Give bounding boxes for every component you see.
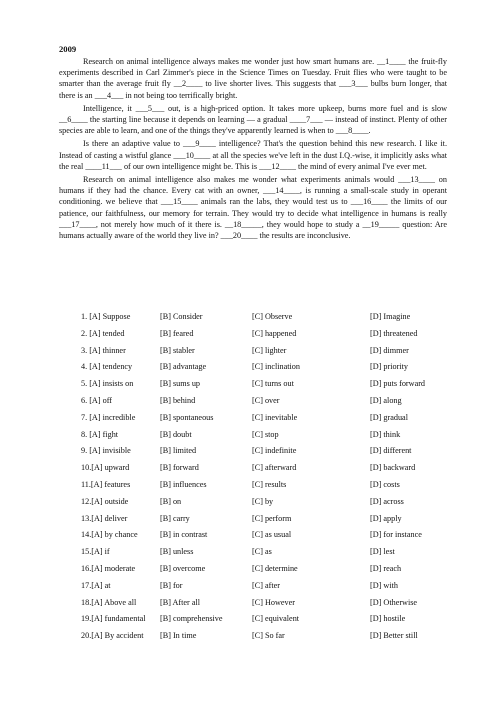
option-choice-d: [D] puts forward [370, 379, 426, 389]
option-choice-b: [B] stabler [160, 345, 195, 355]
option-row [59, 479, 459, 496]
option-row [59, 378, 459, 395]
option-choice-b: [B] feared [160, 328, 194, 338]
option-choice-c: [C] by [252, 496, 274, 506]
passage-paragraph-2: Intelligence, it ___5___ out, is a high-priced option. It takes more upkeep, burns more fuel and is slow __6____ the starting line because it depends on learning — a gradual ____7___ — instead of instinct. Plenty of other species are able to learn, and one of the things they've apparently learned is when to ___8____. [59, 103, 447, 136]
option-choice-b: [B] Consider [160, 312, 203, 321]
option-row [59, 328, 459, 345]
option-choice-a: 5. [A] insists on [81, 379, 134, 389]
option-choice-a: 11.[A] features [81, 479, 131, 489]
option-choice-b: [B] spontaneous [160, 412, 214, 422]
option-choice-a: 20.[A] By accident [81, 631, 144, 641]
option-choice-c: [C] determine [252, 563, 298, 573]
option-row [59, 513, 459, 530]
passage-paragraph-3: Is there an adaptive value to ___9____ intelligence? That's the question behind this new research. I like it. Instead of casting a wistful glance ___10____ at all the species we've left in the dust I.Q.-wise, it implicitly asks what the real ____11___ of our own intelligence might be. This is ___12____ the mind of every animal I've ever met. [59, 139, 447, 171]
option-choice-b: [B] influences [160, 479, 207, 489]
option-choice-b: [B] on [160, 496, 182, 506]
option-choice-a: 16.[A] moderate [81, 563, 136, 573]
passage-paragraph-4: Research on animal intelligence also makes me wonder what experiments animals would ___13____ on humans if they had the chance. Every cat with an owner, ___14____, is running a small-scale study in operant conditioning. we believe that ___15____ animals ran the labs, they would test us to ___16____ the limits of our patience, our faithfulness, our memory for terrain. They would try to decide what intelligence in humans is really ___17____, not merely how much of it there is. __18_____, they would hope to study a __19_____ question: Are humans actually aware of the world they live in? ___20____ the results are inconclusive. [59, 175, 447, 241]
passage-paragraph-1: Research on animal intelligence always makes me wonder just how smart humans are. __1____ the fruit-fly experiments described in Carl Zimmer's piece in the Science Times on Tuesday. Fruit flies who were taught to be smarter than the average fruit fly __2____ to live shorter lives. This suggests that ___3___ bulbs burn longer, that there is an ___4___ in not being too terrifically bright. [59, 57, 447, 100]
option-choice-a: 7. [A] incredible [81, 412, 136, 422]
option-choice-a: 6. [A] off [81, 395, 112, 405]
option-row [59, 429, 459, 446]
option-choice-c: [C] lighter [252, 345, 287, 355]
option-choice-b: [B] in contrast [160, 530, 208, 540]
option-choice-d: [D] lest [370, 547, 395, 557]
option-choice-b: [B] comprehensive [160, 614, 223, 624]
option-choice-b: [B] doubt [160, 429, 192, 439]
option-row [59, 529, 459, 546]
option-choice-a: 1. [A] Suppose [81, 312, 131, 321]
option-choice-d: [D] apply [370, 513, 402, 523]
option-row [59, 597, 459, 614]
option-row [59, 630, 459, 647]
option-choice-c: [C] So far [252, 631, 285, 641]
option-choice-c: [C] indefinite [252, 446, 297, 456]
option-choice-d: [D] Better still [370, 631, 418, 641]
option-choice-d: [D] dimmer [370, 345, 409, 355]
option-choice-d: [D] across [370, 496, 404, 506]
option-choice-a: 8. [A] fight [81, 429, 119, 439]
option-choice-d: [D] Otherwise [370, 597, 418, 607]
option-choice-a: 12.[A] outside [81, 496, 129, 506]
option-choice-b: [B] unless [160, 547, 194, 557]
option-choice-c: [C] afterward [252, 463, 297, 473]
option-row [59, 580, 459, 597]
option-row [59, 412, 459, 429]
option-choice-d: [D] costs [370, 479, 400, 489]
option-choice-a: 14.[A] by chance [81, 530, 138, 540]
option-choice-c: [C] as usual [252, 530, 292, 540]
option-row [59, 445, 459, 462]
option-choice-d: [D] backward [370, 463, 416, 473]
option-choice-c: [C] turns out [252, 379, 294, 389]
option-choice-c: [C] inevitable [252, 412, 298, 422]
option-choice-d: [D] priority [370, 362, 408, 372]
option-choice-d: [D] different [370, 446, 412, 456]
document-year: 2009 [59, 44, 77, 54]
option-row [59, 361, 459, 378]
option-choice-c: [C] after [252, 580, 280, 590]
option-row [59, 613, 459, 630]
option-row [59, 496, 459, 513]
option-row [59, 345, 459, 362]
option-row [59, 546, 459, 563]
option-choice-c: [C] results [252, 479, 287, 489]
option-choice-b: [B] for [160, 580, 183, 590]
option-choice-a: 15.[A] if [81, 547, 110, 557]
option-row [59, 462, 459, 479]
option-choice-d: [D] Imagine [370, 312, 411, 321]
option-row [59, 395, 459, 412]
option-choice-a: 17.[A] at [81, 580, 111, 590]
option-choice-a: 13.[A] deliver [81, 513, 128, 523]
option-choice-a: 18.[A] Above all [81, 597, 137, 607]
option-choice-a: 19.[A] fundamental [81, 614, 146, 624]
option-choice-b: [B] advantage [160, 362, 207, 372]
option-choice-d: [D] hostile [370, 614, 406, 624]
option-choice-d: [D] along [370, 395, 402, 405]
option-choice-d: [D] reach [370, 563, 402, 573]
option-choice-d: [D] threatened [370, 328, 418, 338]
option-choice-c: [C] happened [252, 328, 297, 338]
option-choice-c: [C] However [252, 597, 295, 607]
option-choice-a: 3. [A] thinner [81, 345, 126, 355]
document-page [59, 44, 447, 641]
option-choice-c: [C] over [252, 395, 280, 405]
option-choice-b: [B] forward [160, 463, 199, 473]
option-choice-b: [B] overcome [160, 563, 206, 573]
option-row [59, 563, 459, 580]
option-row [59, 311, 459, 328]
option-choice-b: [B] In time [160, 631, 197, 641]
option-choice-c: [C] Observe [252, 312, 293, 321]
option-choice-d: [D] gradual [370, 412, 408, 422]
option-choice-a: 9. [A] invisible [81, 446, 131, 456]
option-choice-c: [C] perform [252, 513, 292, 523]
option-choice-b: [B] sums up [160, 379, 201, 389]
option-choice-d: [D] with [370, 580, 398, 590]
option-choice-c: [C] as [252, 547, 272, 557]
option-choice-d: [D] for instance [370, 530, 422, 540]
option-choice-a: 2. [A] tended [81, 328, 125, 338]
option-choice-c: [C] equivalent [252, 614, 300, 624]
option-choice-a: 4. [A] tendency [81, 362, 133, 372]
answer-options-list [59, 311, 459, 647]
option-choice-c: [C] stop [252, 429, 279, 439]
option-choice-b: [B] limited [160, 446, 197, 456]
option-choice-b: [B] carry [160, 513, 190, 523]
option-choice-a: 10.[A] upward [81, 463, 130, 473]
option-choice-b: [B] After all [160, 597, 201, 607]
option-choice-b: [B] behind [160, 395, 196, 405]
option-choice-d: [D] think [370, 429, 401, 439]
option-choice-c: [C] inclination [252, 362, 300, 372]
